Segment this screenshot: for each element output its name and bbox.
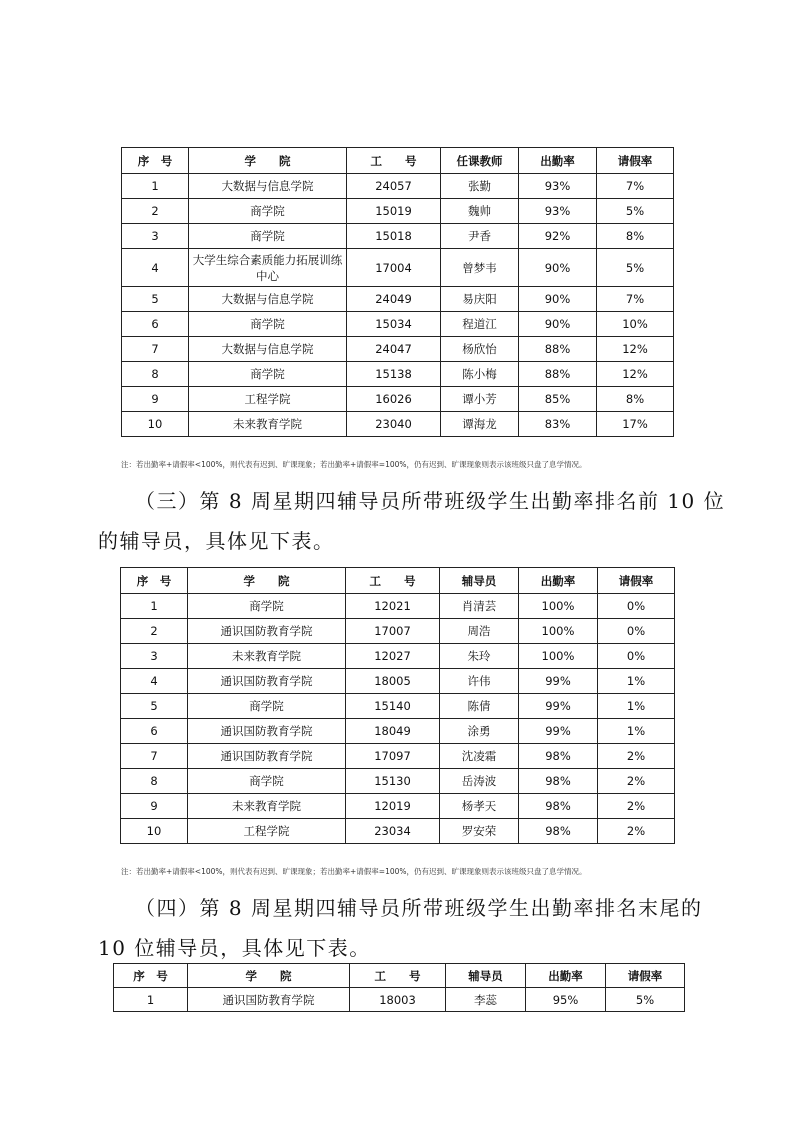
column-header: 请假率 — [598, 568, 675, 594]
table-row — [122, 387, 674, 412]
column-header: 任课教师 — [441, 148, 519, 174]
table-cell: 0% — [598, 619, 675, 644]
counselor-top-table — [120, 567, 675, 844]
table-cell: 98% — [519, 744, 598, 769]
table-cell: 3 — [122, 224, 189, 249]
table-cell: 16026 — [347, 387, 441, 412]
table-row — [122, 224, 674, 249]
table-cell: 100% — [519, 594, 598, 619]
table-row — [121, 719, 675, 744]
table-cell: 15138 — [347, 362, 441, 387]
column-header: 序 号 — [122, 148, 189, 174]
table-cell: 98% — [519, 794, 598, 819]
table-row — [122, 287, 674, 312]
table-cell: 24049 — [347, 287, 441, 312]
table-cell: 曾梦韦 — [441, 249, 519, 287]
table-cell: 23034 — [346, 819, 440, 844]
table-cell: 6 — [121, 719, 188, 744]
table-cell: 9 — [121, 794, 188, 819]
table-cell: 90% — [519, 312, 597, 337]
table-row — [121, 619, 675, 644]
table-row — [122, 249, 674, 287]
table-cell: 谭小芳 — [441, 387, 519, 412]
table-cell: 杨孝天 — [440, 794, 519, 819]
table-cell: 1 — [122, 174, 189, 199]
column-header: 辅导员 — [446, 964, 526, 988]
table-row — [122, 199, 674, 224]
table-cell: 88% — [519, 337, 597, 362]
table-cell: 15018 — [347, 224, 441, 249]
table-cell: 12027 — [346, 644, 440, 669]
column-header: 学 院 — [188, 964, 350, 988]
table-cell: 18049 — [346, 719, 440, 744]
table-cell: 12% — [597, 337, 674, 362]
table-cell: 程道江 — [441, 312, 519, 337]
table-row — [122, 412, 674, 437]
table-cell: 大数据与信息学院 — [189, 174, 347, 199]
table-cell: 10 — [121, 819, 188, 844]
table-cell: 李蕊 — [446, 988, 526, 1012]
table-cell: 15034 — [347, 312, 441, 337]
column-header: 工 号 — [347, 148, 441, 174]
table-cell: 周浩 — [440, 619, 519, 644]
table-cell: 4 — [121, 669, 188, 694]
table-cell: 99% — [519, 694, 598, 719]
table-cell: 5% — [606, 988, 685, 1012]
column-header: 请假率 — [597, 148, 674, 174]
table-cell: 8% — [597, 387, 674, 412]
table-cell: 大数据与信息学院 — [189, 287, 347, 312]
table-cell: 93% — [519, 174, 597, 199]
table-cell: 18003 — [350, 988, 446, 1012]
table-cell: 7 — [121, 744, 188, 769]
table-cell: 15130 — [346, 769, 440, 794]
table-cell: 谭海龙 — [441, 412, 519, 437]
table-cell: 17007 — [346, 619, 440, 644]
table-header-row — [121, 568, 675, 594]
column-header: 序 号 — [114, 964, 188, 988]
table-cell: 5 — [121, 694, 188, 719]
table-cell: 0% — [598, 594, 675, 619]
table-cell: 6 — [122, 312, 189, 337]
counselor-bottom-table — [113, 963, 685, 1012]
column-header: 序 号 — [121, 568, 188, 594]
table-cell: 商学院 — [189, 312, 347, 337]
table-cell: 沈凌霜 — [440, 744, 519, 769]
table-row — [121, 744, 675, 769]
table-cell: 商学院 — [189, 362, 347, 387]
table-cell: 大学生综合素质能力拓展训练中心 — [189, 249, 347, 287]
table-row — [122, 337, 674, 362]
table-cell: 2 — [121, 619, 188, 644]
table-cell: 5% — [597, 249, 674, 287]
section-heading-line: 10 位辅导员，具体见下表。 — [98, 936, 371, 960]
table-cell: 通识国防教育学院 — [188, 619, 346, 644]
table-cell: 17% — [597, 412, 674, 437]
table-cell: 7% — [597, 174, 674, 199]
table-cell: 95% — [526, 988, 606, 1012]
column-header: 出勤率 — [526, 964, 606, 988]
table-cell: 易庆阳 — [441, 287, 519, 312]
table-cell: 100% — [519, 619, 598, 644]
table-cell: 10 — [122, 412, 189, 437]
table-cell: 张勤 — [441, 174, 519, 199]
table-cell: 24057 — [347, 174, 441, 199]
table-cell: 工程学院 — [189, 387, 347, 412]
table-cell: 2 — [122, 199, 189, 224]
table-cell: 24047 — [347, 337, 441, 362]
table-header-row — [122, 148, 674, 174]
table-cell: 大数据与信息学院 — [189, 337, 347, 362]
table-cell: 5% — [597, 199, 674, 224]
table-cell: 魏帅 — [441, 199, 519, 224]
teacher-attendance-table — [121, 147, 674, 437]
table-cell: 尹香 — [441, 224, 519, 249]
table-cell: 肖清芸 — [440, 594, 519, 619]
table-cell: 15140 — [346, 694, 440, 719]
table-cell: 98% — [519, 819, 598, 844]
table-cell: 罗安荣 — [440, 819, 519, 844]
table-cell: 通识国防教育学院 — [188, 988, 350, 1012]
table-cell: 陈小梅 — [441, 362, 519, 387]
table-cell: 99% — [519, 719, 598, 744]
table-row — [121, 594, 675, 619]
table-cell: 岳涛波 — [440, 769, 519, 794]
table-cell: 未来教育学院 — [188, 794, 346, 819]
table-cell: 1% — [598, 719, 675, 744]
table-cell: 涂勇 — [440, 719, 519, 744]
column-header: 学 院 — [189, 148, 347, 174]
table-cell: 未来教育学院 — [189, 412, 347, 437]
table-row — [122, 312, 674, 337]
table-cell: 93% — [519, 199, 597, 224]
table-cell: 88% — [519, 362, 597, 387]
column-header: 工 号 — [346, 568, 440, 594]
table-row — [121, 819, 675, 844]
table-cell: 1% — [598, 694, 675, 719]
table-cell: 2% — [598, 819, 675, 844]
table-cell: 通识国防教育学院 — [188, 744, 346, 769]
table-cell: 商学院 — [189, 199, 347, 224]
table-cell: 12019 — [346, 794, 440, 819]
table-cell: 商学院 — [189, 224, 347, 249]
section-heading-line: （四）第 8 周星期四辅导员所带班级学生出勤率排名末尾的 — [135, 896, 703, 920]
table-cell: 8 — [122, 362, 189, 387]
table-cell: 90% — [519, 249, 597, 287]
table-cell: 8 — [121, 769, 188, 794]
table-cell: 83% — [519, 412, 597, 437]
table-cell: 15019 — [347, 199, 441, 224]
table-cell: 18005 — [346, 669, 440, 694]
table-cell: 陈倩 — [440, 694, 519, 719]
table-cell: 100% — [519, 644, 598, 669]
table-cell: 7 — [122, 337, 189, 362]
table-cell: 3 — [121, 644, 188, 669]
table-row — [122, 362, 674, 387]
column-header: 出勤率 — [519, 148, 597, 174]
table-cell: 2% — [598, 769, 675, 794]
table-cell: 10% — [597, 312, 674, 337]
table-row — [121, 644, 675, 669]
table-cell: 商学院 — [188, 769, 346, 794]
table-cell: 5 — [122, 287, 189, 312]
table-cell: 1% — [598, 669, 675, 694]
section-heading-line: 的辅导员，具体见下表。 — [98, 529, 335, 553]
table-cell: 85% — [519, 387, 597, 412]
table-row — [121, 769, 675, 794]
table-row — [122, 174, 674, 199]
section-heading-line: （三）第 8 周星期四辅导员所带班级学生出勤率排名前 10 位 — [135, 489, 726, 513]
table-cell: 8% — [597, 224, 674, 249]
table-cell: 17004 — [347, 249, 441, 287]
table-cell: 2% — [598, 744, 675, 769]
table-note: 注：若出勤率+请假率<100%，则代表有迟到、旷课现象；若出勤率+请假率=100%，仍有迟到、旷课现象则表示该班级只盘了息学情况。 — [121, 460, 587, 469]
table-cell: 4 — [122, 249, 189, 287]
table-cell: 98% — [519, 769, 598, 794]
table-cell: 7% — [597, 287, 674, 312]
table-cell: 0% — [598, 644, 675, 669]
table-row — [114, 988, 685, 1012]
table-cell: 朱玲 — [440, 644, 519, 669]
column-header: 辅导员 — [440, 568, 519, 594]
table-row — [121, 669, 675, 694]
table-cell: 商学院 — [188, 594, 346, 619]
table-cell: 1 — [121, 594, 188, 619]
table-cell: 许伟 — [440, 669, 519, 694]
table-cell: 17097 — [346, 744, 440, 769]
table-cell: 23040 — [347, 412, 441, 437]
table-cell: 12021 — [346, 594, 440, 619]
column-header: 学 院 — [188, 568, 346, 594]
column-header: 工 号 — [350, 964, 446, 988]
table-cell: 杨欣怡 — [441, 337, 519, 362]
table-cell: 1 — [114, 988, 188, 1012]
table-cell: 2% — [598, 794, 675, 819]
table-header-row — [114, 964, 685, 988]
table-cell: 商学院 — [188, 694, 346, 719]
table-cell: 92% — [519, 224, 597, 249]
column-header: 出勤率 — [519, 568, 598, 594]
table-cell: 12% — [597, 362, 674, 387]
table-cell: 90% — [519, 287, 597, 312]
table-row — [121, 794, 675, 819]
table-row — [121, 694, 675, 719]
table-note: 注：若出勤率+请假率<100%，则代表有迟到、旷课现象；若出勤率+请假率=100%，仍有迟到、旷课现象则表示该班级只盘了息学情况。 — [121, 867, 587, 876]
table-cell: 未来教育学院 — [188, 644, 346, 669]
table-cell: 99% — [519, 669, 598, 694]
table-cell: 通识国防教育学院 — [188, 669, 346, 694]
column-header: 请假率 — [606, 964, 685, 988]
table-cell: 工程学院 — [188, 819, 346, 844]
table-cell: 9 — [122, 387, 189, 412]
table-cell: 通识国防教育学院 — [188, 719, 346, 744]
